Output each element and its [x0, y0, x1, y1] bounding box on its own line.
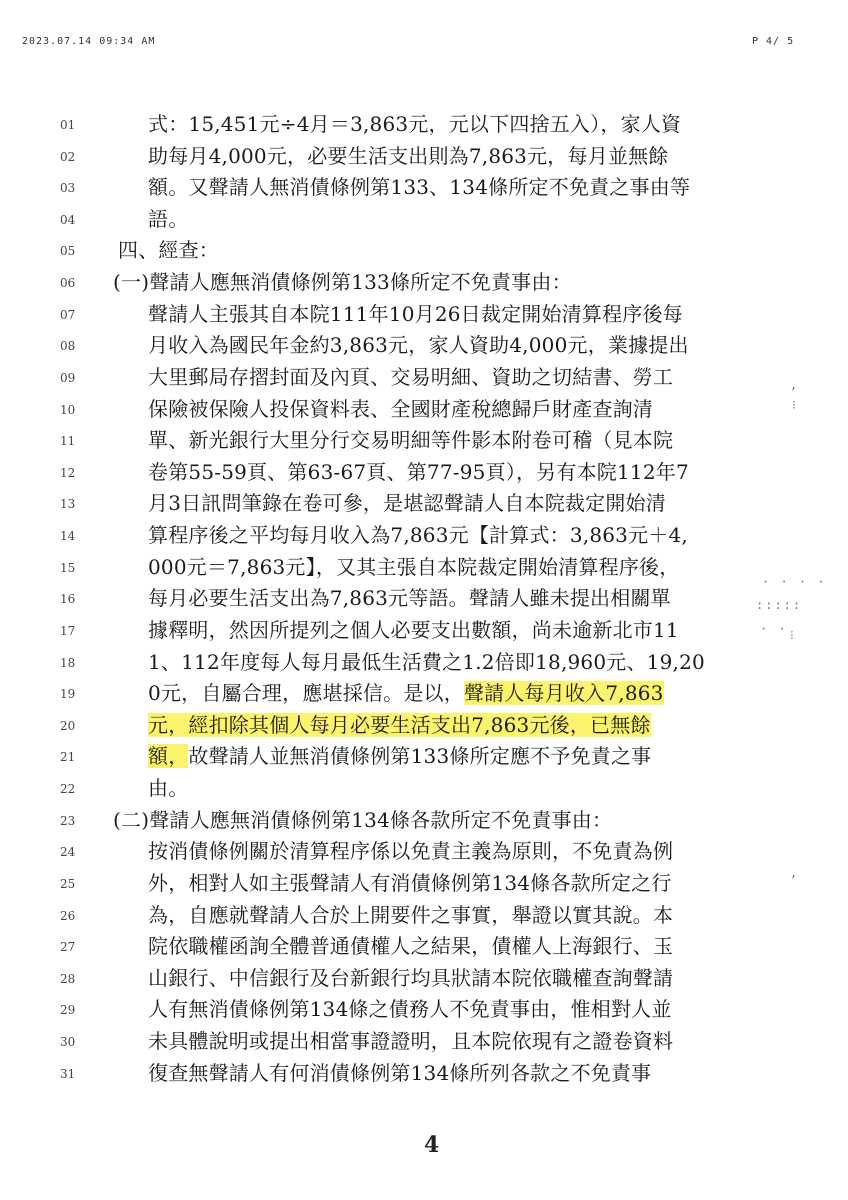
- line-text-segment: 四、經查：: [118, 238, 219, 263]
- document-line: [148, 333, 689, 357]
- line-number: 19: [60, 687, 76, 702]
- line-number: 14: [60, 529, 76, 544]
- fax-page-ref: P 4/ 5: [752, 36, 795, 47]
- line-number: 07: [60, 307, 76, 322]
- line-text-segment: 式：15,451元÷4月＝3,863元，元以下四捨五入），家人資: [148, 112, 682, 136]
- line-text-segment: 保險被保險人投保資料表、全國財產稅總歸戶財產查詢清: [148, 396, 653, 421]
- scan-mark: · · · ·: [762, 575, 827, 589]
- line-number: 15: [60, 560, 76, 575]
- document-line: [148, 302, 683, 326]
- line-text-segment: 山銀行、中信銀行及台新銀行均具狀請本院依職權查詢聲請: [148, 965, 674, 990]
- scan-mark: ⁝: [790, 628, 796, 642]
- document-line: [148, 618, 679, 642]
- document-line: [148, 966, 673, 990]
- line-text-segment: 大里郵局存摺封面及內頁、交易明細、資助之切結書、勞工: [148, 364, 674, 389]
- document-line: [148, 776, 188, 800]
- line-number: 01: [60, 118, 76, 132]
- line-number: 04: [60, 212, 76, 227]
- document-line: [148, 1061, 651, 1085]
- document-line: [148, 397, 653, 421]
- line-number: 27: [60, 940, 76, 955]
- line-number: 26: [60, 908, 76, 923]
- document-line: [148, 555, 679, 579]
- line-number: 22: [60, 782, 76, 797]
- line-number: 02: [60, 149, 76, 164]
- line-text-segment: 月收入為國民年金約3,863元，家人資助4,000元，業據提出: [148, 333, 689, 358]
- line-text-segment: 由。: [148, 776, 189, 801]
- line-number: 20: [60, 718, 76, 733]
- highlighted-text: 額，: [148, 744, 189, 769]
- line-number: 13: [60, 497, 76, 512]
- document-line: [148, 365, 673, 389]
- line-text-segment: 000元＝7,863元】，又其主張自本院裁定開始清算程序後，: [148, 554, 680, 579]
- line-text-segment: 外，相對人如主張聲請人有消債條例第134條各款所定之行: [148, 870, 672, 895]
- line-text-segment: 院依職權函詢全體普通債權人之結果，債權人上海銀行、玉: [148, 934, 674, 959]
- line-number: 12: [60, 465, 76, 480]
- document-line: [148, 871, 672, 895]
- line-number: 03: [60, 181, 76, 196]
- document-line: [148, 460, 689, 484]
- line-number: 09: [60, 370, 76, 385]
- highlighted-text: 聲請人每月收入7,863: [463, 681, 664, 706]
- document-line: [148, 650, 705, 674]
- line-number: 29: [60, 1003, 76, 1018]
- line-text-segment: 卷第55-59頁、第63-67頁、第77-95頁），另有本院112年7: [148, 459, 689, 484]
- line-text-segment: 額。又聲請人無消債條例第133、134條所定不免責之事由等: [148, 175, 691, 200]
- line-text-segment: 為，自應就聲請人合於上開要件之事實，舉證以實其說。本: [148, 902, 674, 927]
- document-line: [148, 997, 672, 1021]
- line-text-segment: 月3日訊問筆錄在卷可參，是堪認聲請人自本院裁定開始清: [148, 491, 666, 516]
- line-number: 28: [60, 971, 76, 986]
- line-number: 25: [60, 876, 76, 891]
- line-text-segment: 人有無消債條例第134條之債務人不免責事由，惟相對人並: [148, 997, 672, 1022]
- line-number: 08: [60, 339, 76, 354]
- line-text-segment: (二)聲請人應無消債條例第134條各款所定不免責事由：: [113, 807, 613, 832]
- line-number: 05: [60, 244, 76, 259]
- document-line: [148, 491, 666, 515]
- line-text-segment: 單、新光銀行大里分行交易明細等件影本附卷可稽（見本院: [148, 428, 674, 453]
- line-number: 16: [60, 592, 76, 607]
- line-text-segment: 復查無聲請人有何消債條例第134條所列各款之不免責事: [148, 1060, 652, 1085]
- line-text-segment: 1、112年度每人每月最低生活費之1.2倍即18,960元、19,20: [148, 649, 705, 674]
- line-number: 23: [60, 813, 76, 828]
- line-number: 10: [60, 402, 76, 417]
- document-line: [148, 523, 688, 547]
- document-line: [148, 175, 690, 199]
- line-text-segment: 算程序後之平均每月收入為7,863元【計算式：3,863元＋4,: [148, 523, 688, 548]
- document-line: [148, 1029, 673, 1053]
- document-line: [113, 808, 612, 832]
- line-text-segment: 據釋明，然因所提列之個人必要支出數額，尚未逾新北市11: [148, 617, 679, 642]
- document-line: [148, 839, 673, 863]
- line-text-segment: (一)聲請人應無消債條例第133條所定不免責事由：: [113, 270, 572, 295]
- document-line: [118, 238, 219, 262]
- document-line: [148, 713, 651, 737]
- document-line: [148, 681, 664, 705]
- highlighted-text: 元，經扣除其個人每月必要生活支出7,863元後，已無餘: [148, 712, 651, 737]
- scan-mark: · ·: [760, 622, 788, 636]
- line-text-segment: 按消債條例關於清算程序係以免責主義為原則，不免責為例: [148, 839, 674, 864]
- line-text-segment: 未具體說明或提出相當事證證明，且本院依現有之證卷資料: [148, 1028, 674, 1053]
- line-number: 11: [60, 434, 76, 449]
- line-text-segment: 故聲請人並無消債條例第133條所定應不予免責之事: [188, 744, 652, 769]
- document-line: [148, 428, 673, 452]
- document-line: [148, 586, 671, 610]
- line-number: 18: [60, 655, 76, 670]
- fax-timestamp: 2023.07.14 09:34 AM: [22, 36, 156, 47]
- scan-mark: ⁝: [792, 398, 798, 412]
- line-number: 24: [60, 845, 76, 860]
- document-line: [148, 207, 188, 231]
- scan-mark: ,: [790, 378, 800, 392]
- line-text-segment: 助每月4,000元，必要生活支出則為7,863元，每月並無餘: [148, 143, 669, 168]
- line-text-segment: 0元，自屬合理，應堪採信。是以，: [148, 681, 464, 706]
- line-text-segment: 語。: [148, 206, 189, 231]
- document-line: [113, 270, 572, 294]
- line-number: 30: [60, 1034, 76, 1049]
- page-number: 4: [424, 1132, 440, 1158]
- scan-mark: :::::: [756, 598, 803, 612]
- document-line: [148, 112, 681, 136]
- document-line: [148, 903, 673, 927]
- document-line: [148, 744, 651, 768]
- line-number: 06: [60, 276, 76, 291]
- line-number: 17: [60, 623, 76, 638]
- line-text-segment: 聲請人主張其自本院111年10月26日裁定開始清算程序後每: [148, 301, 683, 326]
- document-line: [148, 144, 669, 168]
- line-number: 31: [60, 1066, 76, 1081]
- document-line: [148, 934, 673, 958]
- line-number: 21: [60, 750, 76, 765]
- scan-mark: ,: [790, 866, 800, 880]
- line-text-segment: 每月必要生活支出為7,863元等語。聲請人雖未提出相關單: [148, 586, 671, 611]
